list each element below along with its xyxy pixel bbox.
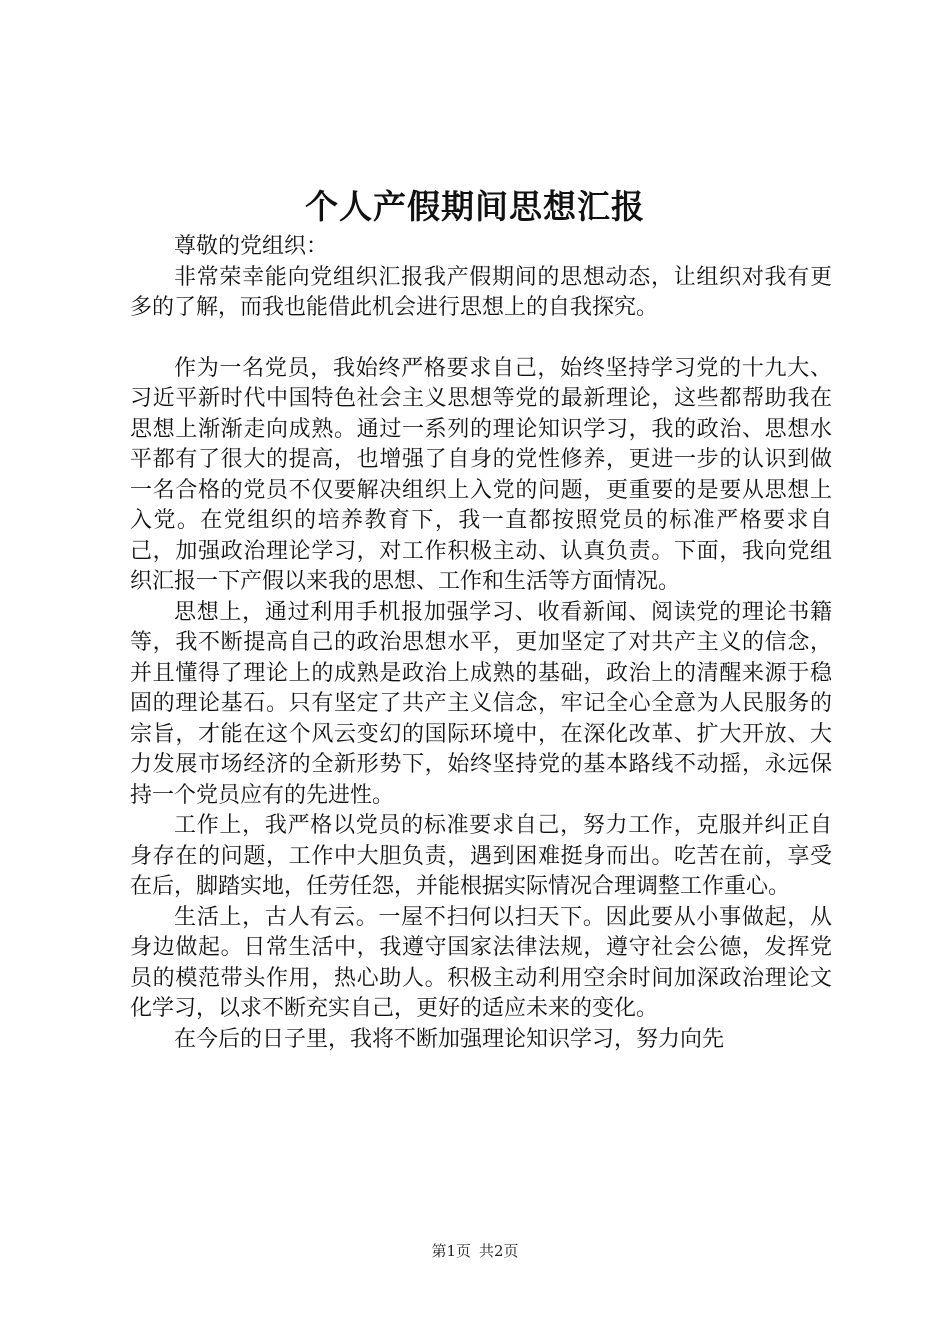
page-number: 第1页 (431, 1242, 471, 1260)
salutation: 尊敬的党组织： (174, 234, 329, 259)
page-total: 共2页 (479, 1242, 519, 1260)
document-title: 个人产假期间思想汇报 (305, 187, 645, 226)
paragraph-thought: 思想上，通过利用手机报加强学习、收看新闻、阅读党的理论书籍等，我不断提高自己的政治思想水平，更加坚定了对共产主义的信念，并且懂得了理论上的成熟是政治上成熟的基础，政治上的清醒来源于稳固的理论基石。只有坚定了共产主义信念，牢记全心全意为人民服务的宗旨，才能在这个风云变幻的国际环境中，在深化改革、扩大开放、大力发展市场经济的全新形势下，始终坚持党的基本路线不动摇，永远保持一个党员应有的先进性。 (130, 599, 832, 808)
paragraph-party-member: 作为一名党员，我始终严格要求自己，始终坚持学习党的十九大、习近平新时代中国特色社会主义思想等党的最新理论，这些都帮助我在思想上渐渐走向成熟。通过一系列的理论知识学习，我的政治、思想水平都有了很大的提高，也增强了自身的党性修养，更进一步的认识到做一名合格的党员不仅要解决组织上入党的问题，更重要的是要从思想上入党。在党组织的培养教育下，我一直都按照党员的标准严格要求自己，加强政治理论学习，对工作积极主动、认真负责。下面，我向党组织汇报一下产假以来我的思想、工作和生活等方面情况。 (130, 355, 832, 594)
page-footer (0, 1241, 950, 1261)
paragraph-spacer (130, 324, 832, 354)
paragraph-work: 工作上，我严格以党员的标准要求自己，努力工作，克服并纠正自身存在的问题，工作中大胆负责，遇到困难挺身而出。吃苦在前，享受在后，脚踏实地，任劳任怨，并能根据实际情况合理调整工作重心。 (130, 813, 832, 899)
paragraph-intro: 非常荣幸能向党组织汇报我产假期间的思想动态，让组织对我有更多的了解，而我也能借此机会进行思想上的自我探究。 (130, 264, 832, 320)
document-body (130, 232, 832, 1055)
paragraph-life: 生活上，古人有云。一屋不扫何以扫天下。因此要从小事做起，从身边做起。日常生活中，我遵守国家法律法规，遵守社会公德，发挥党员的模范带头作用，热心助人。积极主动利用空余时间加深政治理论文化学习，以求不断充实自己，更好的适应未来的变化。 (130, 904, 832, 1021)
paragraph-future: 在今后的日子里，我将不断加强理论知识学习，努力向先 (174, 1026, 725, 1052)
